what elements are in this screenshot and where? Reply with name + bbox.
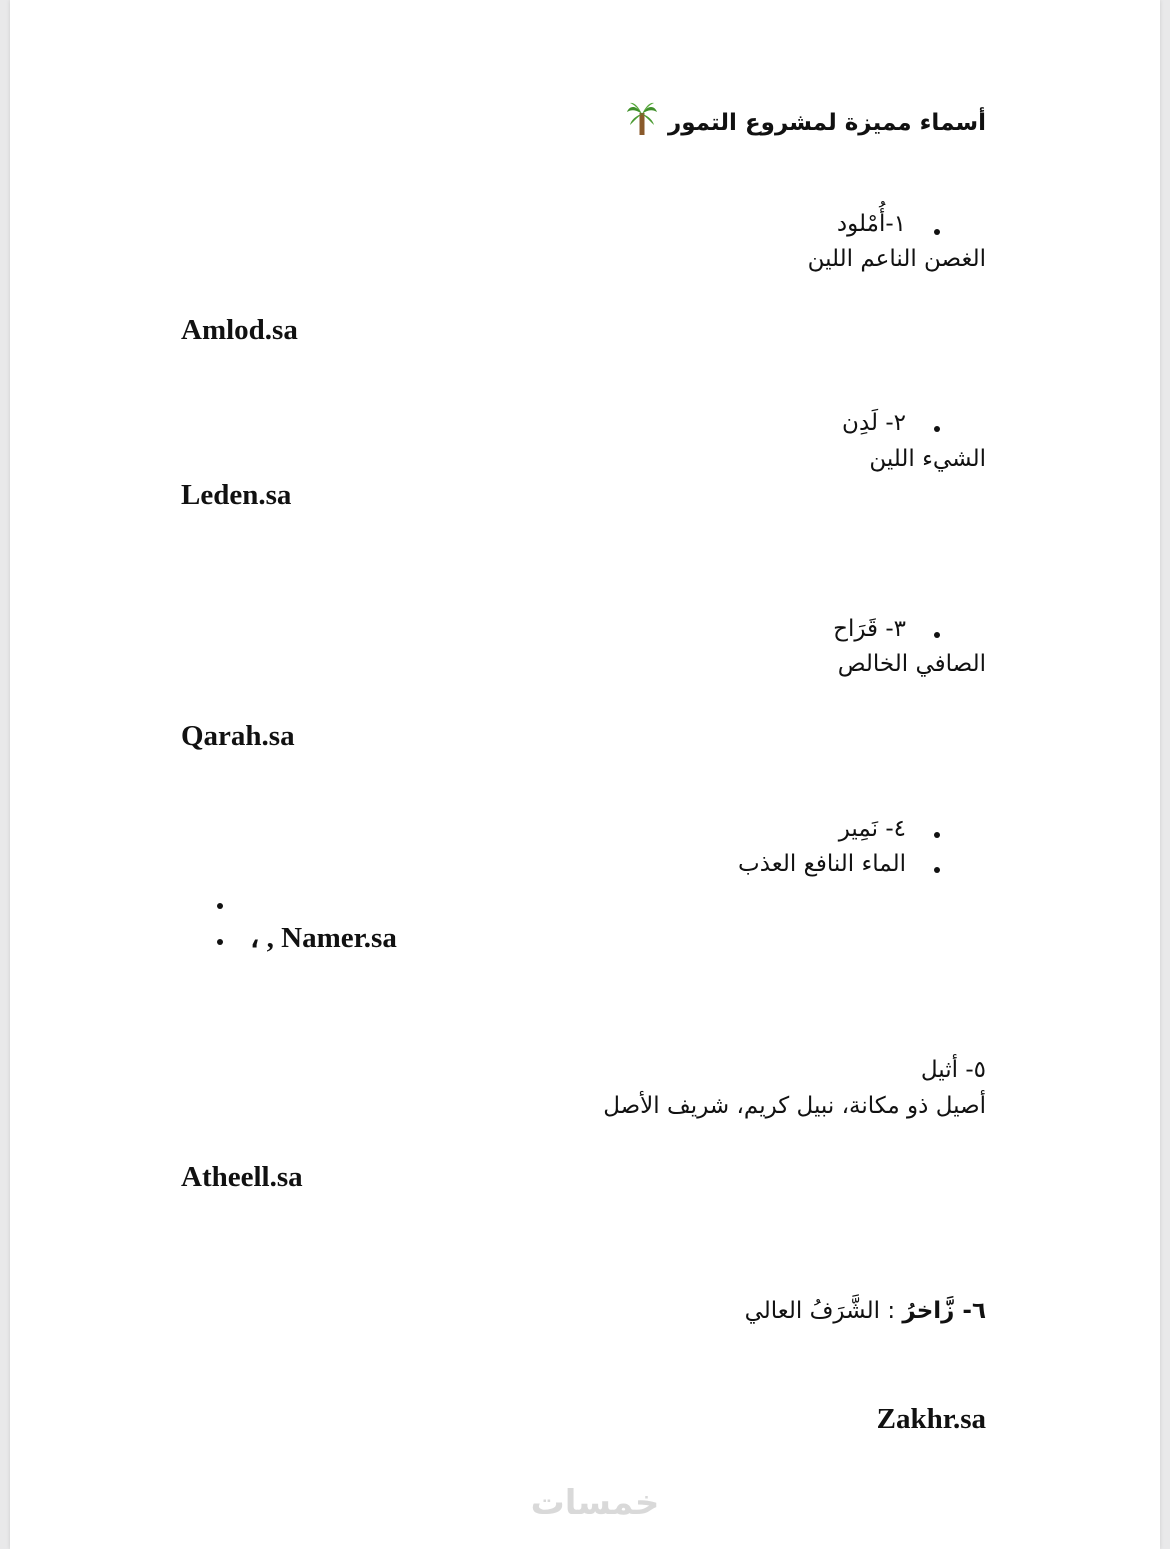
bullet-dot [217,903,223,909]
entry-2-name: ٢- لَدِن [842,410,906,436]
entry-1-name: ١-أُمْلود [836,211,906,237]
entry-6-line [745,1295,986,1327]
entry-5-meaning: أصيل ذو مكانة، نبيل كريم، شريف الأصل [603,1093,986,1119]
entry-4-meaning: الماء النافع العذب [738,851,906,877]
entry-4-domain: Namer.sa [281,922,397,954]
watermark-logo: خمسات [530,1483,660,1523]
document-page [10,0,1160,1549]
document-title [626,100,986,147]
entry-5-name: ٥- أثيل [920,1057,986,1083]
entry-3-meaning: الصافي الخالص [837,651,986,677]
entry-4-name: ٤- نَمِير [838,816,906,842]
bullet-dot [934,426,940,432]
entry-1-meaning: الغصن الناعم اللين [807,246,986,272]
entry-6-domain: Zakhr.sa [876,1403,986,1435]
entry-2-domain: Leden.sa [181,479,292,511]
bullet-dot [934,632,940,638]
bullet-dot [934,867,940,873]
entry-2-meaning: الشيء اللين [869,446,986,472]
entry-4-domain-prefix: ، , [250,922,274,954]
entry-3-domain: Qarah.sa [181,720,295,752]
entry-1-domain: Amlod.sa [181,314,298,346]
entry-3-name: ٣- قَرَاح [833,616,906,642]
bullet-dot [934,832,940,838]
entry-6-name: ٦- زَّاخرُ [902,1298,986,1324]
entry-6-meaning: : الشَّرَفُ العالي [744,1298,903,1324]
title-text: أسماء مميزة لمشروع التمور [667,110,986,136]
palm-tree-icon [626,100,658,147]
bullet-dot [934,229,940,235]
entry-5-domain: Atheell.sa [181,1161,303,1193]
bullet-dot [217,939,223,945]
entry-4-domain-line [250,920,397,955]
